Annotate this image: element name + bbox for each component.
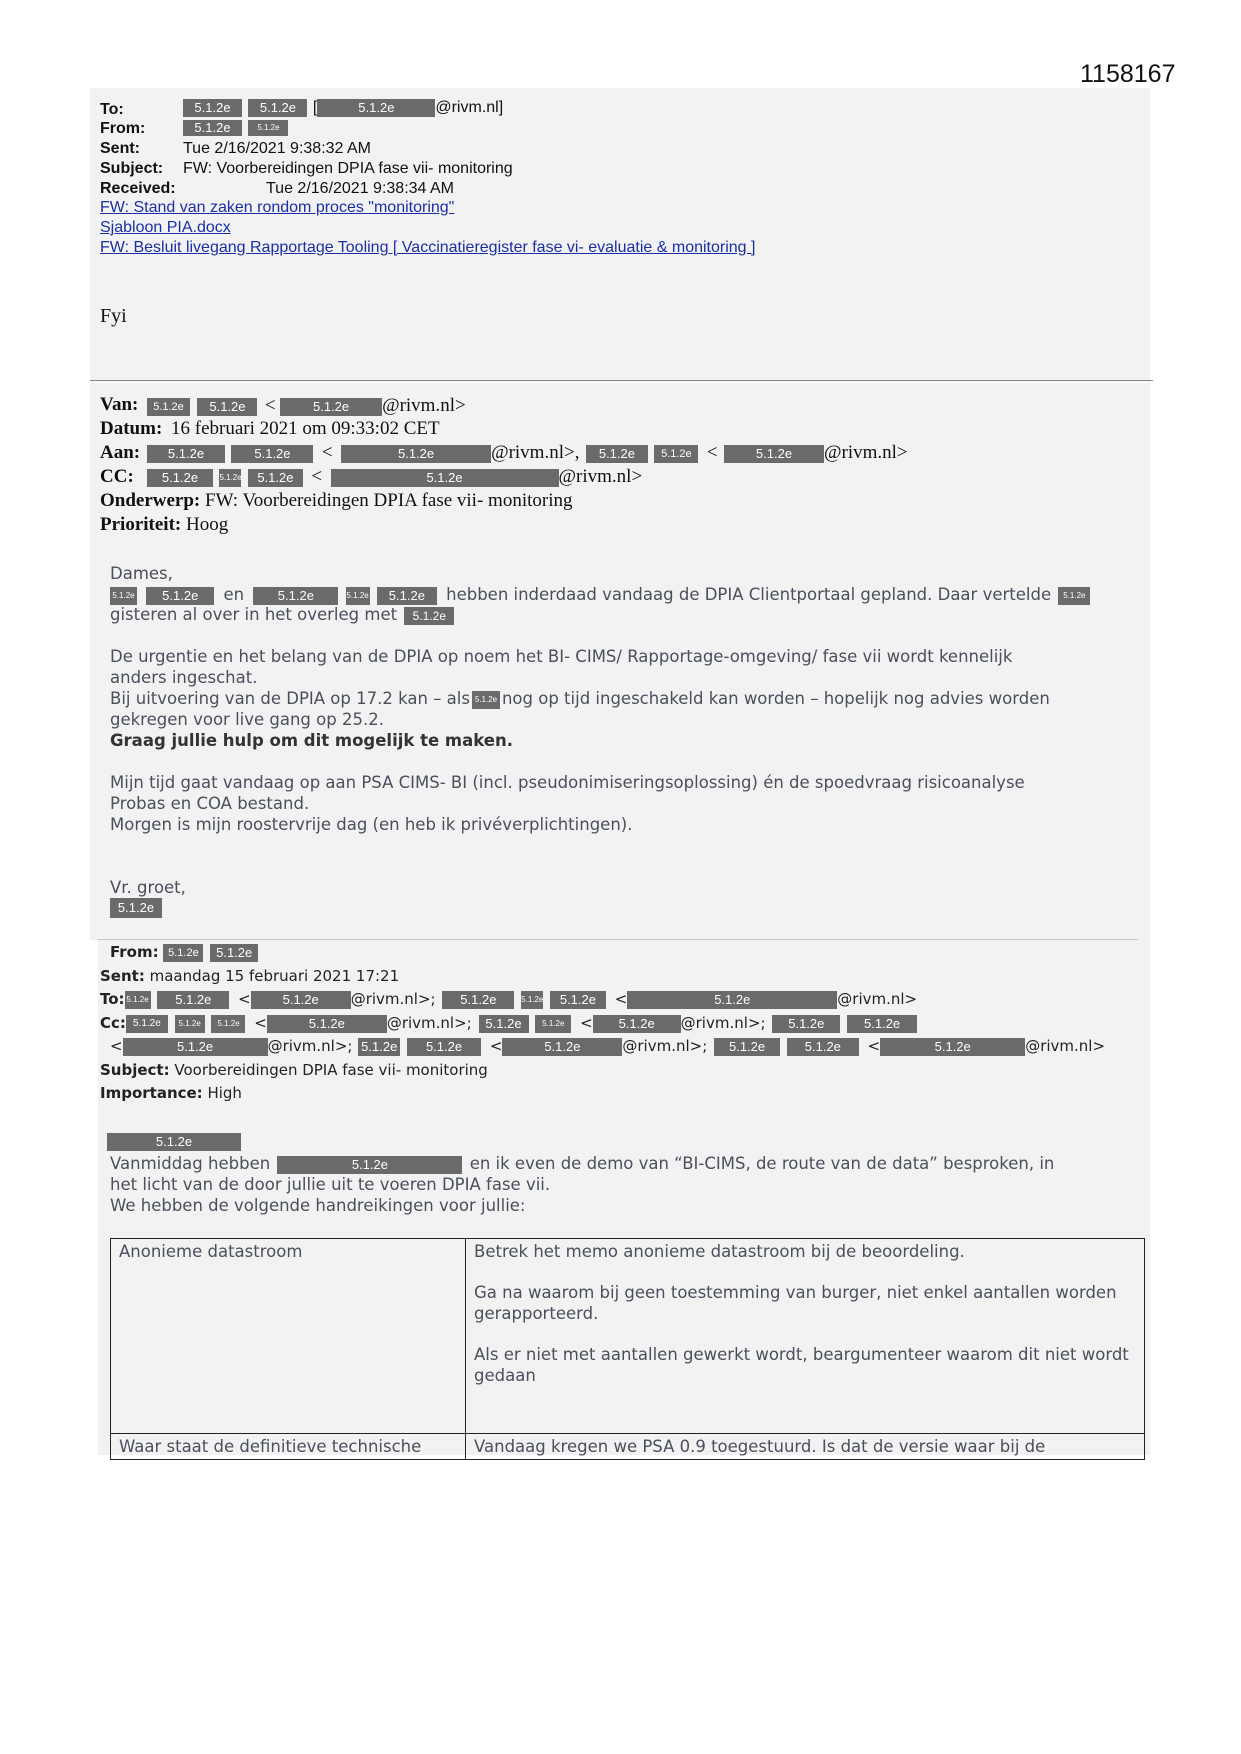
redaction: 5.1.2e — [586, 445, 648, 463]
prioriteit-label: Prioriteit: — [100, 514, 182, 535]
redaction: 5.1.2e — [654, 445, 698, 463]
sent-row — [100, 966, 399, 987]
cc-row-continued: < 5.1.2e @rivm.nl>; 5.1.2e 5.1.2e < 5.1.2e @rivm.nl>; 5.1.2e 5.1.2e < 5.1.2e @rivm.nl> — [110, 1037, 1106, 1055]
redaction: 5.1.2e — [183, 99, 242, 117]
redaction: 5.1.2e — [277, 1156, 462, 1174]
redaction: 5.1.2e — [146, 587, 214, 605]
redaction: 5.1.2e — [211, 1015, 245, 1033]
topic-cell: Waar staat de definitieve technische — [111, 1434, 466, 1460]
redaction: 5.1.2e — [847, 1015, 917, 1033]
redaction: 5.1.2e — [157, 991, 229, 1009]
sent-value: maandag 15 februari 2021 17:21 — [149, 967, 400, 985]
datum-value: 16 februari 2021 om 09:33:02 CET — [171, 418, 440, 439]
van-email-suffix: @rivm.nl> — [382, 395, 466, 416]
subject-row — [100, 1060, 488, 1081]
advice-paragraph: Als er niet met aantallen gewerkt wordt, beargumenteer waarom dit niet wordt gedaan — [474, 1345, 1129, 1385]
redaction: 5.1.2e — [110, 898, 162, 918]
redaction: 5.1.2e — [787, 1038, 859, 1056]
redaction: 5.1.2e — [147, 398, 190, 416]
redaction: 5.1.2e — [1058, 587, 1090, 605]
cc-label: CC: — [100, 466, 134, 487]
redaction: 5.1.2e — [267, 1015, 387, 1033]
subject-label: Subject: — [100, 160, 164, 177]
onderwerp-row — [100, 489, 572, 513]
onderwerp-value: FW: Voorbereidingen DPIA fase vii- monitoring — [205, 490, 573, 511]
redaction: 5.1.2e — [593, 1015, 681, 1033]
document-number: 1158167 — [1080, 60, 1176, 88]
to-email-suffix: @rivm.nl] — [435, 99, 504, 116]
redaction: 5.1.2e — [479, 1015, 529, 1033]
subject-value: Voorbereidingen DPIA fase vii- monitoring — [174, 1061, 488, 1079]
aan-redactions: 5.1.2e 5.1.2e < 5.1.2e @rivm.nl>, 5.1.2e 5.1.2e < 5.1.2e @rivm.nl> — [147, 441, 908, 465]
redaction: 5.1.2e — [163, 944, 203, 962]
to-redactions: 5.1.2e 5.1.2e [ 5.1.2e @rivm.nl] — [183, 98, 503, 118]
redaction: 5.1.2e — [724, 445, 824, 463]
body-line: gekregen voor live gang op 25.2. — [110, 710, 384, 729]
redaction: 5.1.2e — [253, 587, 338, 605]
from-label: From: — [110, 943, 159, 961]
redaction: 5.1.2e — [341, 445, 491, 463]
importance-label: Importance: — [100, 1084, 203, 1102]
received-label: Received: — [100, 180, 176, 197]
advice-paragraph: Betrek het memo anonieme datastroom bij de beoordeling. — [474, 1242, 965, 1261]
redaction: 5.1.2e — [502, 1038, 622, 1056]
redaction: 5.1.2e — [627, 991, 837, 1009]
redaction: 5.1.2e — [714, 1038, 780, 1056]
redaction: 5.1.2e — [535, 1015, 571, 1033]
attachment-link[interactable]: FW: Besluit livegang Rapportage Tooling [ Vaccinatieregister fase vi- evaluatie & monitoring ] — [100, 239, 756, 256]
top-email-body: Fyi — [100, 305, 127, 327]
body-line: De urgentie en het belang van de DPIA op noem het BI- CIMS/ Rapportage-omgeving/ fase vii wordt kennelijk — [110, 647, 1013, 666]
from-redactions — [183, 119, 288, 137]
from-label: From: — [100, 120, 146, 137]
redaction: 5.1.2e — [280, 398, 382, 416]
sent-label: Sent: — [100, 967, 145, 985]
prioriteit-value: Hoog — [185, 514, 229, 535]
body-line: Vanmiddag hebben 5.1.2e en ik even de demo van “BI-CIMS, de route van de data” besproken, in — [110, 1154, 1055, 1173]
advice-cell — [466, 1239, 1145, 1434]
cc-email-suffix: @rivm.nl> — [558, 466, 643, 487]
advice-cell: Vandaag kregen we PSA 0.9 toegestuurd. Is dat de versie waar bij de — [466, 1434, 1145, 1460]
redaction: 5.1.2e — [772, 1015, 840, 1033]
onderwerp-label: Onderwerp: — [100, 490, 201, 511]
redaction: 5.1.2e — [197, 398, 257, 416]
redaction: 5.1.2e — [183, 120, 242, 136]
table-row — [111, 1434, 1145, 1460]
redaction: 5.1.2e — [125, 991, 151, 1009]
addressee-redaction — [107, 1133, 241, 1151]
aan-email-suffix: @rivm.nl>, — [491, 442, 580, 463]
aan-email-suffix: @rivm.nl> — [824, 442, 908, 463]
redaction: 5.1.2e — [377, 587, 437, 605]
redaction: 5.1.2e — [210, 944, 258, 962]
cc-redactions: 5.1.2e 5.1.2e 5.1.2e < 5.1.2e @rivm.nl> — [147, 465, 642, 489]
prioriteit-row — [100, 513, 228, 537]
to-label: To: — [100, 101, 124, 118]
to-label: To: — [100, 990, 125, 1008]
redaction: 5.1.2e — [346, 587, 370, 605]
table-row — [111, 1239, 1145, 1434]
topic-cell: Anonieme datastroom — [111, 1239, 466, 1434]
redaction: 5.1.2e — [248, 469, 303, 487]
redaction: 5.1.2e — [147, 469, 213, 487]
redaction: 5.1.2e — [404, 607, 454, 625]
subject-label: Subject: — [100, 1061, 170, 1079]
aan-label: Aan: — [100, 442, 141, 463]
body-line: Morgen is mijn roostervrije dag (en heb ik privéverplichtingen). — [110, 815, 633, 834]
body-line: Mijn tijd gaat vandaag op aan PSA CIMS- BI (incl. pseudonimiseringsoplossing) én de spoedvraag risicoanalyse — [110, 773, 1025, 792]
redaction: 5.1.2e — [442, 991, 514, 1009]
advice-paragraph: Ga na waarom bij geen toestemming van burger, niet enkel aantallen worden gerapporteerd. — [474, 1283, 1117, 1323]
redaction: 5.1.2e — [358, 1038, 400, 1056]
redaction: 5.1.2e — [248, 99, 307, 117]
redaction: 5.1.2e — [126, 1015, 168, 1033]
body-line: We hebben de volgende handreikingen voor jullie: — [110, 1196, 526, 1215]
redaction: 5.1.2e — [550, 991, 606, 1009]
to-row: To: 5.1.2e 5.1.2e < 5.1.2e @rivm.nl>; 5.1.2e 5.1.2e 5.1.2e < 5.1.2e @rivm.nl> — [100, 990, 918, 1008]
received-value: Tue 2/16/2021 9:38:34 AM — [266, 180, 454, 197]
redaction: 5.1.2e — [123, 1038, 268, 1056]
sent-value: Tue 2/16/2021 9:38:32 AM — [183, 140, 371, 157]
greeting: Dames, — [110, 564, 173, 583]
sent-label: Sent: — [100, 140, 140, 157]
redaction: 5.1.2e — [331, 469, 559, 487]
email-divider — [90, 380, 1153, 381]
body-line: Probas en COA bestand. — [110, 794, 310, 813]
van-redactions: 5.1.2e 5.1.2e < 5.1.2e @rivm.nl> — [147, 394, 466, 418]
redaction: 5.1.2e — [110, 587, 137, 605]
redaction: 5.1.2e — [880, 1038, 1025, 1056]
attachment-link[interactable]: Sjabloon PIA.docx — [100, 219, 231, 236]
redaction: 5.1.2e — [407, 1038, 481, 1056]
redaction: 5.1.2e — [251, 991, 351, 1009]
redaction: 5.1.2e — [175, 1015, 205, 1033]
redaction: 5.1.2e — [147, 445, 225, 463]
body-line: anders ingeschat. — [110, 668, 258, 687]
redaction: 5.1.2e — [521, 991, 543, 1009]
importance-value: High — [207, 1084, 242, 1102]
redaction: 5.1.2e — [317, 99, 435, 117]
redaction: 5.1.2e — [107, 1133, 241, 1151]
body-line: het licht van de door jullie uit te voeren DPIA fase vii. — [110, 1175, 551, 1194]
importance-row — [100, 1083, 242, 1104]
van-label: Van: — [100, 394, 139, 415]
to-row — [100, 100, 124, 120]
subject-value: FW: Voorbereidingen DPIA fase vii- monitoring — [183, 160, 513, 177]
signature-redaction — [110, 898, 162, 918]
body-line: 5.1.2e 5.1.2e en 5.1.2e 5.1.2e 5.1.2e hebben inderdaad vandaag de DPIA Clientportaal gepland. Daar vertelde 5.1.2e — [110, 584, 1090, 605]
redaction: 5.1.2e — [231, 445, 313, 463]
datum-label: Datum: — [100, 418, 163, 439]
cc-label: Cc: — [100, 1014, 126, 1032]
closing: Vr. groet, — [110, 878, 186, 897]
body-line: Bij uitvoering van de DPIA op 17.2 kan – als 5.1.2e nog op tijd ingeschakeld kan worden – hopelijk nog advies worden — [110, 689, 1050, 708]
redaction: 5.1.2e — [248, 120, 288, 136]
cc-row: Cc: 5.1.2e 5.1.2e 5.1.2e < 5.1.2e @rivm.nl>; 5.1.2e 5.1.2e < 5.1.2e @rivm.nl>; 5.1.2e 5.1.2e — [100, 1013, 917, 1034]
redaction: 5.1.2e — [472, 691, 500, 709]
body-line-bold: Graag jullie hulp om dit mogelijk te maken. — [110, 731, 513, 750]
handreikingen-table — [110, 1238, 1145, 1460]
attachment-link[interactable]: FW: Stand van zaken rondom proces "monitoring" — [100, 199, 455, 216]
redaction: 5.1.2e — [219, 469, 241, 487]
body-line: gisteren al over in het overleg met 5.1.2e — [110, 604, 454, 625]
from-row — [110, 942, 258, 963]
